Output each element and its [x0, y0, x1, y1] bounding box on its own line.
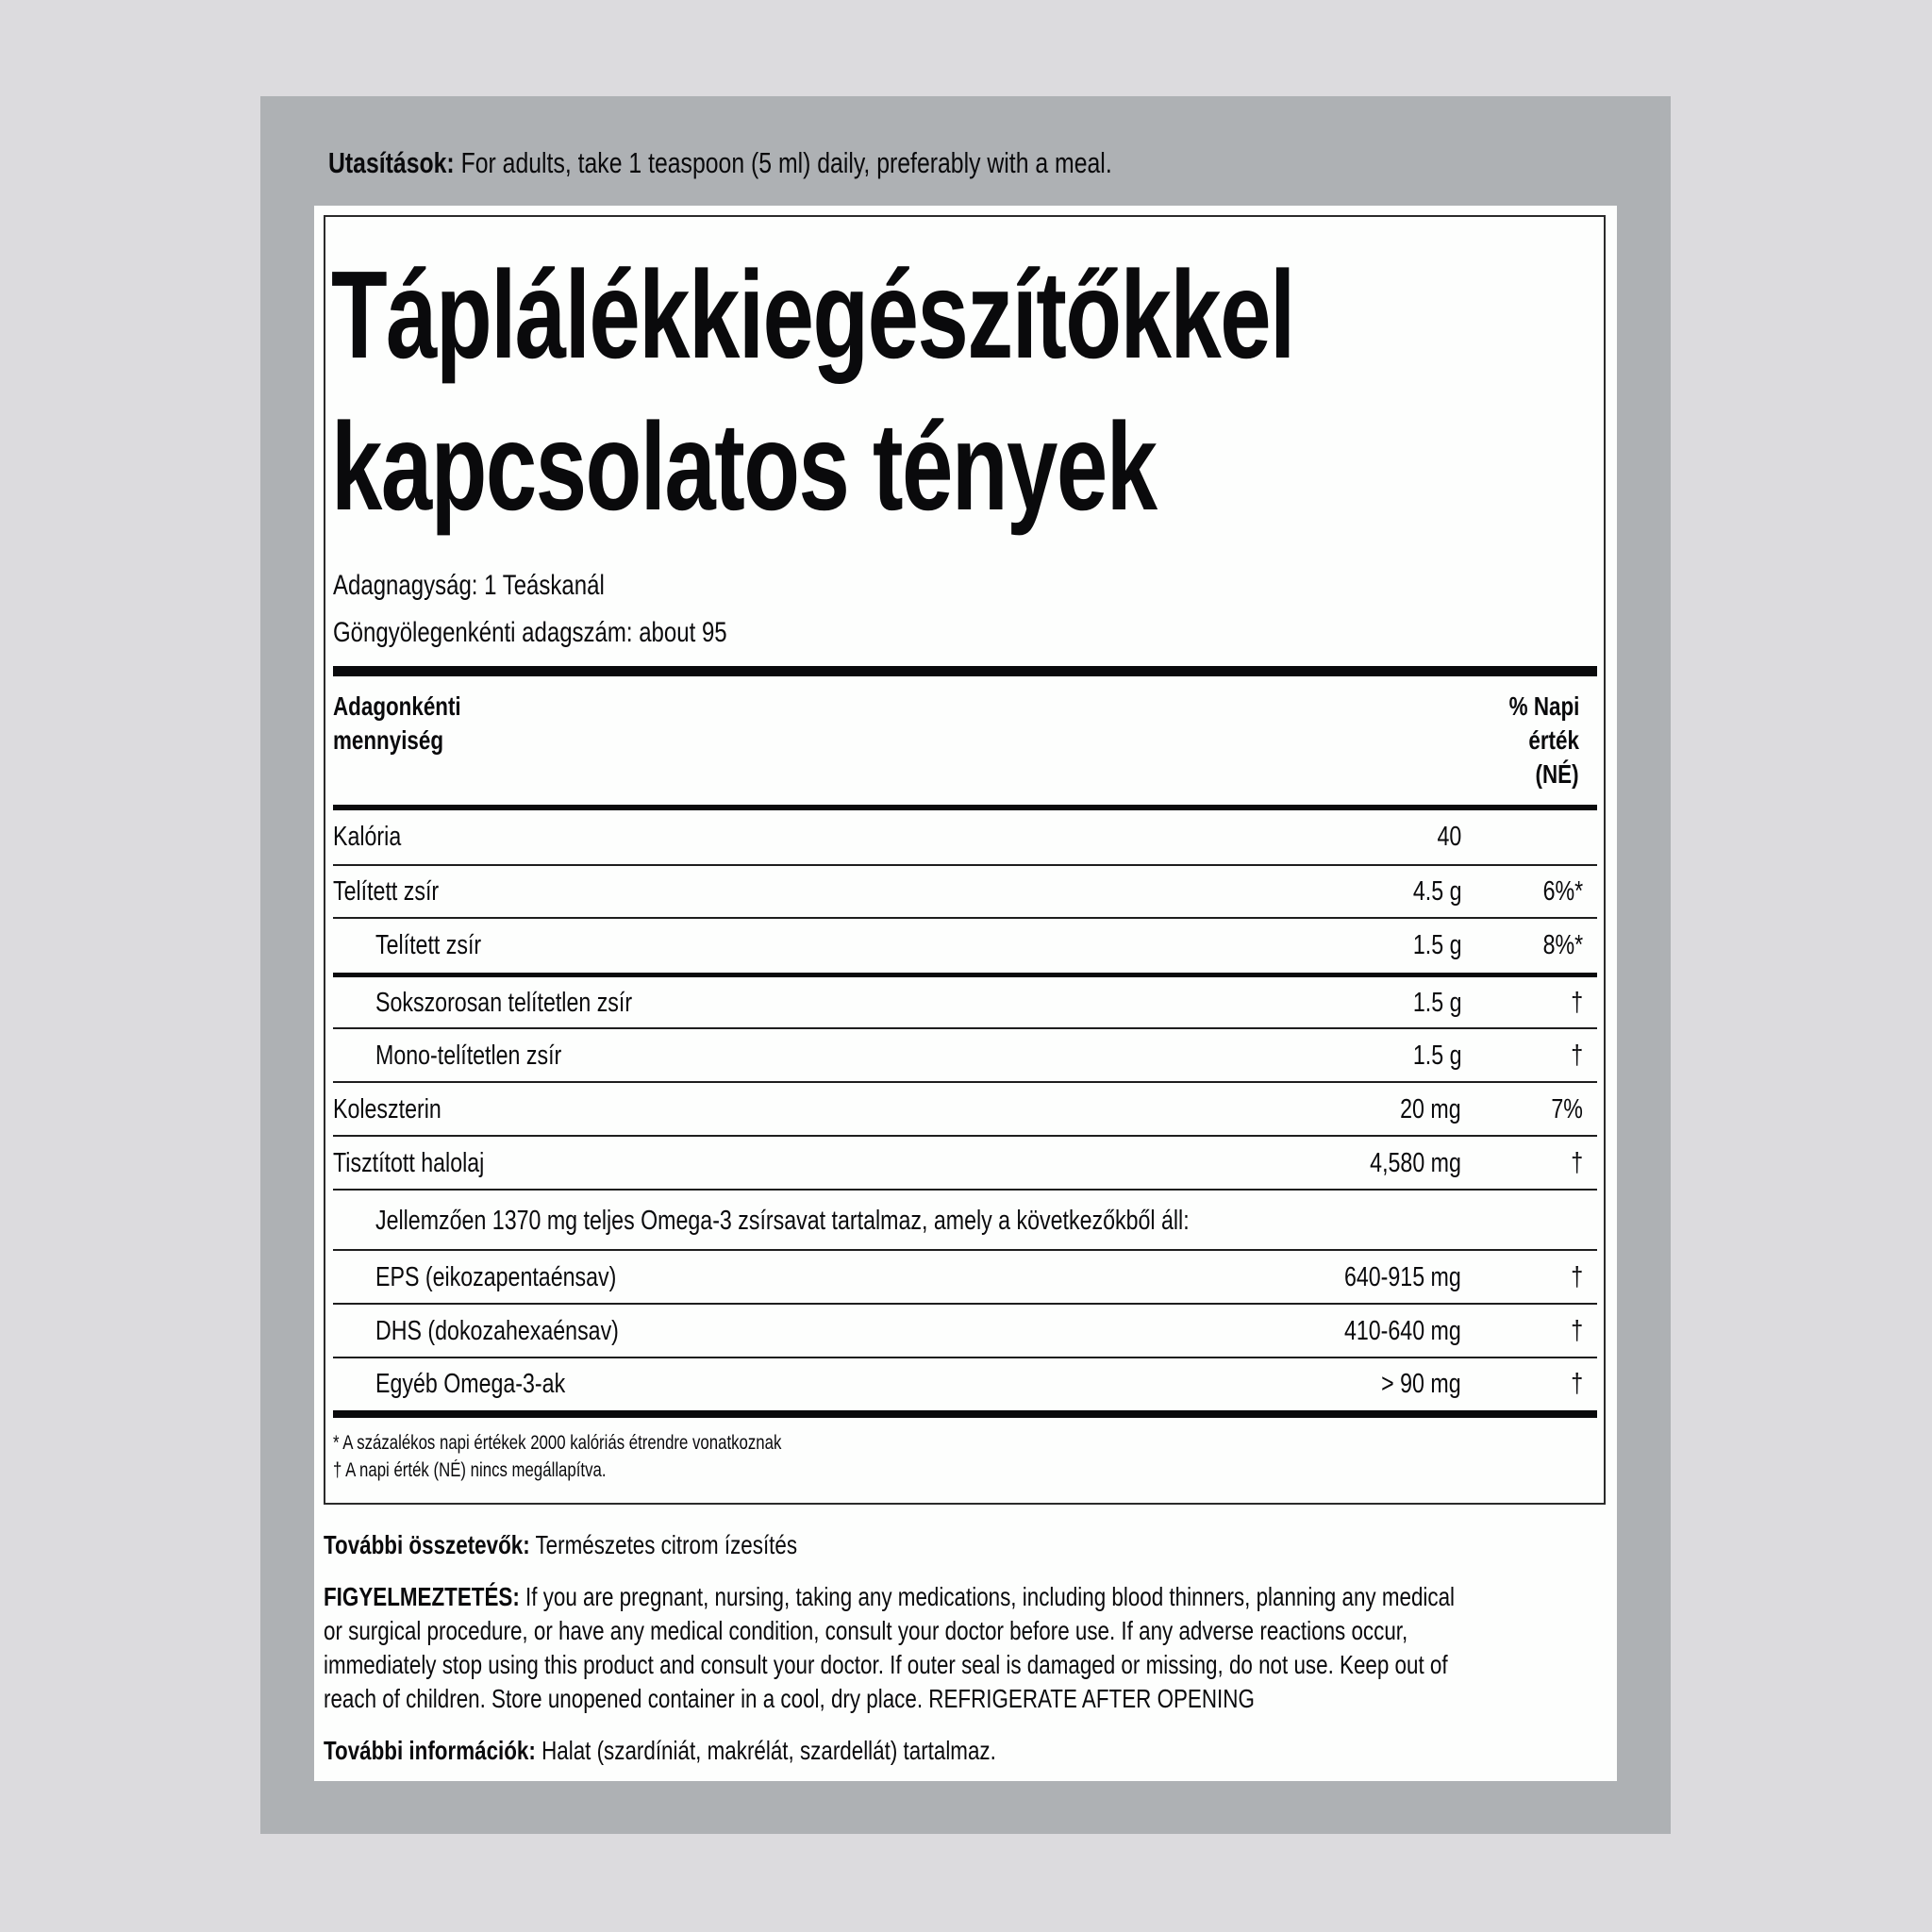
- warning-label: FIGYELMEZTETÉS:: [324, 1582, 520, 1611]
- row-amount-cholesterol: 20 mg: [1400, 1094, 1461, 1124]
- row-amount-saturated-fat: 1.5 g: [1412, 930, 1461, 960]
- row-divider: [333, 1081, 1597, 1083]
- row-dv-saturated-fat: 8%*: [1542, 930, 1583, 960]
- row-dv-polyunsaturated-fat: †: [1571, 988, 1583, 1018]
- row-divider: [333, 1303, 1597, 1305]
- row-label-total-fat: Telített zsír: [333, 876, 440, 907]
- daily-value-header-3: (NÉ): [1535, 759, 1579, 789]
- more-info: További információk: Halat (szardíniát, makrélát, szardellát) tartalmaz.: [324, 1736, 996, 1765]
- amount-per-serving-header-2: mennyiség: [333, 725, 444, 755]
- row-divider: [333, 1135, 1597, 1137]
- facts-title-line1: Táplálékkiegészítőkkel: [331, 245, 1294, 384]
- row-amount-total-fat: 4.5 g: [1412, 876, 1461, 907]
- row-amount-polyunsaturated-fat: 1.5 g: [1412, 988, 1461, 1018]
- row-amount-fish-oil: 4,580 mg: [1370, 1148, 1461, 1178]
- bottom-thick-divider: [333, 1410, 1597, 1418]
- row-label-saturated-fat: Telített zsír: [375, 930, 482, 960]
- row-label-omega3-note: Jellemzően 1370 mg teljes Omega-3 zsírsavat tartalmaz, amely a következőkből áll:: [375, 1206, 1190, 1236]
- directions-text: For adults, take 1 teaspoon (5 ml) daily, preferably with a meal.: [454, 146, 1112, 179]
- row-amount-calories: 40: [1437, 822, 1461, 852]
- row-divider: [333, 1027, 1597, 1029]
- warning-line-4: reach of children. Store unopened container in a cool, dry place. REFRIGERATE AFTER OPENING: [324, 1684, 1255, 1713]
- row-dv-fish-oil: †: [1571, 1148, 1583, 1178]
- thick-divider: [333, 666, 1597, 676]
- warning-line-1: FIGYELMEZTETÉS: If you are pregnant, nursing, taking any medications, including blood thinners, planning any medical: [324, 1582, 1456, 1611]
- facts-title-line2: kapcsolatos tények: [331, 397, 1157, 536]
- row-label-other-omega3: Egyéb Omega-3-ak: [375, 1369, 566, 1399]
- row-dv-cholesterol: 7%: [1551, 1094, 1583, 1124]
- row-dv-total-fat: 6%*: [1542, 876, 1583, 907]
- footnote-dv-not-established: † A napi érték (NÉ) nincs megállapítva.: [333, 1459, 607, 1481]
- header-divider: [333, 805, 1597, 810]
- row-divider: [333, 864, 1597, 866]
- warning-line-3: immediately stop using this product and consult your doctor. If outer seal is damaged or missing, do not use. Keep out of: [324, 1650, 1448, 1679]
- row-divider: [333, 1189, 1597, 1191]
- directions: [328, 146, 1307, 180]
- daily-value-header: % Napi: [1508, 691, 1579, 721]
- warning-line-2: or surgical procedure, or have any medical condition, consult your doctor before use. If any adverse reactions occur,: [324, 1616, 1408, 1645]
- row-label-epa: EPS (eikozapentaénsav): [375, 1262, 617, 1292]
- row-dv-monounsaturated-fat: †: [1571, 1041, 1583, 1071]
- servings-per-container: Göngyölegenkénti adagszám: about 95: [333, 617, 727, 648]
- row-dv-other-omega3: †: [1571, 1369, 1583, 1399]
- row-amount-dha: 410-640 mg: [1344, 1316, 1461, 1346]
- row-label-monounsaturated-fat: Mono-telítetlen zsír: [375, 1041, 562, 1071]
- row-dv-epa: †: [1571, 1262, 1583, 1292]
- medium-divider: [333, 973, 1597, 977]
- row-label-fish-oil: Tisztított halolaj: [333, 1148, 485, 1178]
- footnote-percent-dv: * A százalékos napi értékek 2000 kalóriás étrendre vonatkoznak: [333, 1432, 782, 1454]
- row-divider: [333, 1249, 1597, 1251]
- row-divider: [333, 1357, 1597, 1358]
- row-label-polyunsaturated-fat: Sokszorosan telítetlen zsír: [375, 988, 633, 1018]
- row-label-dha: DHS (dokozahexaénsav): [375, 1316, 619, 1346]
- row-label-cholesterol: Koleszterin: [333, 1094, 441, 1124]
- other-ingredients: További összetevők: Természetes citrom ízesítés: [324, 1530, 798, 1559]
- directions-label: Utasítások:: [328, 146, 455, 179]
- row-divider: [333, 917, 1597, 919]
- serving-size: Adagnagyság: 1 Teáskanál: [333, 570, 605, 601]
- amount-per-serving-header: Adagonkénti: [333, 691, 461, 721]
- row-amount-monounsaturated-fat: 1.5 g: [1412, 1041, 1461, 1071]
- daily-value-header-2: érték: [1528, 725, 1579, 755]
- row-dv-dha: †: [1571, 1316, 1583, 1346]
- row-amount-epa: 640-915 mg: [1344, 1262, 1461, 1292]
- row-label-calories: Kalória: [333, 822, 402, 852]
- row-amount-other-omega3: > 90 mg: [1381, 1369, 1461, 1399]
